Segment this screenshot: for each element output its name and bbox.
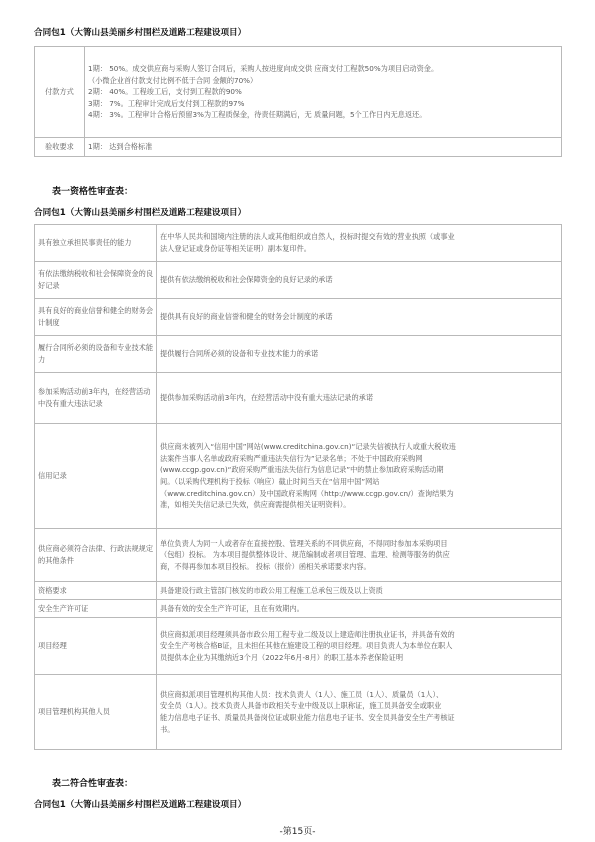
- content-line: 在中华人民共和国境内注册的法人或其他组织或自然人，投标时提交有效的营业执照（或事业: [160, 232, 455, 242]
- payment-line: （小微企业首付款支付比例不低于合同 金额的70%）: [88, 75, 258, 85]
- content-line: （包组）投标。 为本项目提供整体设计、规范编制或者项目管理、监理、检测等服务的供应: [160, 550, 450, 560]
- criteria-content: [157, 600, 562, 618]
- qualification-table: [34, 224, 562, 750]
- content-line: 提供具有良好的商业信誉和健全的财务会计制度的承诺: [160, 312, 333, 322]
- criteria-content: [157, 618, 562, 675]
- criteria-label: 具有独立承担民事责任的能力: [35, 225, 157, 262]
- payment-line: 4期： 3%。工程审计合格后预留3%为工程质保金，待责任期满后，无 质量问题，5个工作日内无息返还。: [88, 110, 427, 120]
- payment-row: [35, 47, 562, 138]
- payment-details: [85, 47, 562, 138]
- content-line: 提供有依法缴纳税收和社会保障资金的良好记录的承诺: [160, 275, 333, 285]
- criteria-label: 参加采购活动前3年内，在经营活动中没有重大违法记录: [35, 373, 157, 424]
- content-line: 供应商拟派项目经理须具备市政公用工程专业二级及以上建造师注册执业证书，并具备有效的: [160, 629, 455, 639]
- table-row: [35, 424, 562, 529]
- content-line: 具备有效的安全生产许可证，且在有效期内。: [160, 603, 304, 613]
- criteria-content: [157, 582, 562, 600]
- table-row: [35, 336, 562, 373]
- table2-heading: 表二符合性审查表：: [52, 779, 134, 789]
- table-row: [35, 529, 562, 582]
- payment-label: 付款方式: [35, 47, 85, 138]
- content-line: 单位负责人为同一人或者存在直接控股、管理关系的不同供应商，不得同时参加本采购项目: [160, 538, 448, 548]
- content-line: (www.ccgp.gov.cn)“政府采购严重违法失信行为信息记录”中的禁止参加政府采购活动期: [160, 465, 444, 475]
- table-row: [35, 225, 562, 262]
- table-row: [35, 618, 562, 675]
- contract-package-title: 合同包1（大箐山县美丽乡村围栏及道路工程建设项目）: [34, 28, 247, 38]
- table-row: [35, 262, 562, 299]
- payment-line: 3期： 7%。工程审计完成后支付到工程款的97%: [88, 98, 245, 108]
- content-line: 具备建设行政主管部门核发的市政公用工程施工总承包三级及以上资质: [160, 585, 383, 595]
- criteria-label: 有依法缴纳税收和社会保障资金的良好记录: [35, 262, 157, 299]
- criteria-content: [157, 424, 562, 529]
- content-line: 提供参加采购活动前3年内，在经营活动中没有重大违法记录的承诺: [160, 393, 374, 403]
- criteria-label: 项目管理机构其他人员: [35, 675, 157, 750]
- criteria-content: [157, 225, 562, 262]
- content-line: 供应商拟派项目管理机构其他人员：技术负责人（1人）、施工员（1人）、质量员（1人）、: [160, 689, 444, 699]
- content-line: 供应商未被列入“信用中国”网站(www.creditchina.gov.cn)“记录失信被执行人或重大税收违: [160, 442, 456, 452]
- criteria-label: 项目经理: [35, 618, 157, 675]
- table1-package-title: 合同包1（大箐山县美丽乡村围栏及道路工程建设项目）: [34, 208, 247, 218]
- payment-line: 1期： 50%。成交供应商与采购人签订合同后，采购人按进度向成交供 应商支付工程款50%为项目启动资金。: [88, 64, 439, 74]
- content-line: 法人登记证或身份证等相关证明）副本复印件。: [160, 244, 311, 253]
- acceptance-label: 验收要求: [35, 138, 85, 157]
- content-line: 安全员（1人）。技术负责人具备市政相关专业中级及以上职称证，施工员具备安全或职业: [160, 701, 442, 711]
- criteria-label: 履行合同所必须的设备和专业技术能力: [35, 336, 157, 373]
- table2-package-title: 合同包1（大箐山县美丽乡村围栏及道路工程建设项目）: [34, 800, 247, 810]
- content-line: 准，如相关失信记录已失效，供应商需提供相关证明资料）。: [160, 500, 351, 510]
- criteria-content: [157, 675, 562, 750]
- content-line: 能力信息电子证书、质量员具备岗位证或职业能力信息电子证书、安全员具备安全生产考核证: [160, 713, 455, 722]
- payment-line: 2期： 40%。工程竣工后，支付到工程款的90%: [88, 87, 242, 97]
- criteria-label: 安全生产许可证: [35, 600, 157, 618]
- page-number: -第15页-: [279, 827, 316, 837]
- table-row: [35, 299, 562, 336]
- criteria-content: [157, 262, 562, 299]
- content-line: 法案件当事人名单或政府采购严重违法失信行为”记录名单；不处于中国政府采购网: [160, 453, 423, 463]
- criteria-content: [157, 336, 562, 373]
- content-line: 员提供本企业为其缴纳近3个月（2022年6月-8月）的职工基本养老保险证明: [160, 652, 404, 662]
- criteria-label: 资格要求: [35, 582, 157, 600]
- content-line: 间。（以采购代理机构于投标（响应）截止时间当天在“信用中国”网站: [160, 477, 380, 486]
- content-line: 商，不得再参加本项目投标。 投标（报价）函相关承诺要求内容。: [160, 561, 371, 571]
- criteria-content: [157, 373, 562, 424]
- table-row: [35, 582, 562, 600]
- criteria-content: [157, 299, 562, 336]
- criteria-content: [157, 529, 562, 582]
- content-line: 提供履行合同所必须的设备和专业技术能力的承诺: [160, 349, 319, 359]
- acceptance-value: 1期： 达到合格标准: [85, 138, 562, 157]
- table1-heading: 表一资格性审查表：: [52, 187, 134, 197]
- criteria-label: 供应商必须符合法律、行政法规规定的其他条件: [35, 529, 157, 582]
- content-line: 书。: [160, 724, 175, 734]
- content-line: （www.creditchina.gov.cn）及中国政府采购网（http://www.ccgp.gov.cn/）查询结果为: [160, 488, 454, 498]
- payment-table: [34, 46, 562, 157]
- criteria-label: 信用记录: [35, 424, 157, 529]
- table-row: [35, 675, 562, 750]
- table-row: [35, 600, 562, 618]
- content-line: 安全生产考核合格B证，且未担任其他在施建设工程的项目经理。项目负责人为本单位在职人: [160, 641, 453, 651]
- criteria-label: 具有良好的商业信誉和健全的财务会计制度: [35, 299, 157, 336]
- acceptance-row: [35, 138, 562, 157]
- table-row: [35, 373, 562, 424]
